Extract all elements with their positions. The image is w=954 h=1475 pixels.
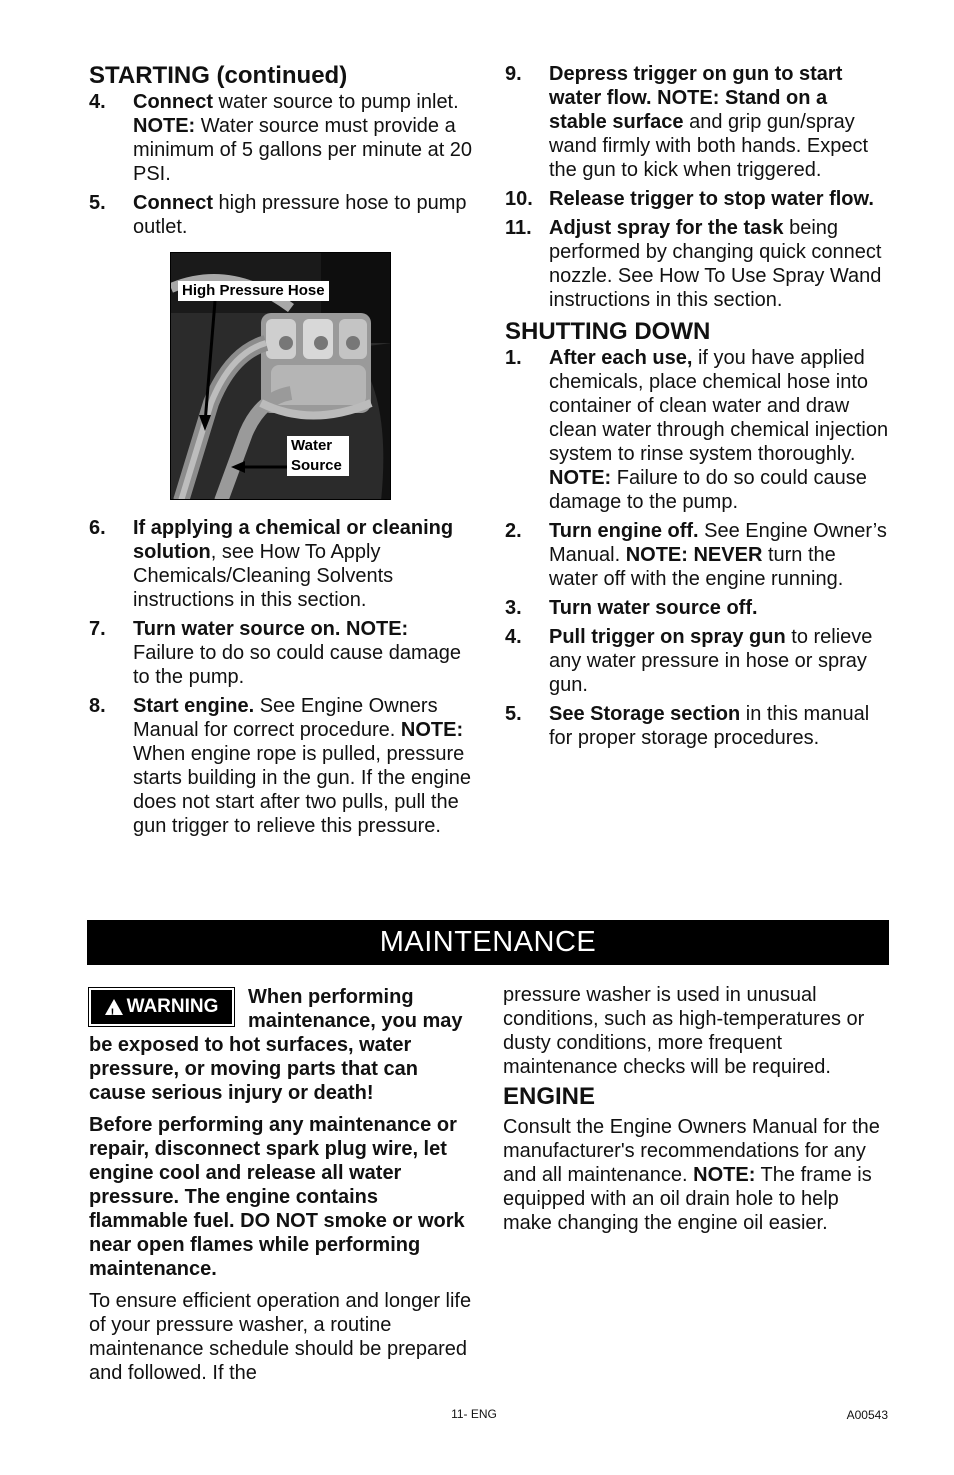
step-item [89, 617, 474, 689]
before-maintenance-paragraph: Before performing any maintenance or repair, disconnect spark plug wire, let engine cool and release all water pressure. The engine contains flammable fuel. DO NOT smoke or work near open flames while performing maintenance. [89, 1114, 465, 1280]
step-item [505, 62, 890, 182]
step-text: to relieve any water pressure in hose or spray gun. [549, 626, 873, 696]
page-number: 11- ENG [451, 1407, 497, 1421]
step-bold-text-2: NOTE: [133, 115, 196, 137]
step-number: 4. [89, 91, 106, 113]
step-text-2: Failure to do so could cause damage to the pump. [549, 467, 867, 513]
step-bold-text: After each use, [549, 347, 693, 369]
figure-label-high-pressure-hose: High Pressure Hose [178, 281, 329, 301]
maintenance-banner: MAINTENANCE [87, 920, 889, 965]
step-item [505, 596, 890, 620]
step-bold-text: Connect [133, 192, 213, 214]
left-column [89, 62, 474, 843]
step-text: high pressure hose to pump outlet. [133, 192, 467, 238]
step-text: water source to pump inlet. [213, 91, 459, 113]
step-number: 7. [89, 618, 106, 640]
step-text: See Engine Owner’s Manual. [549, 520, 887, 566]
step-text: in this manual for proper storage procedures. [549, 703, 870, 749]
step-item [89, 90, 474, 186]
warning-label: WARNING [126, 996, 219, 1017]
step-number: 4. [505, 626, 522, 648]
engine-text: Consult the Engine Owners Manual for the manufacturer's recommendations for any and all maintenance. [503, 1116, 880, 1186]
step-bold-text: Pull trigger on spray gun [549, 626, 786, 648]
engine-paragraph [503, 1115, 888, 1235]
ensure-paragraph-right: pressure washer is used in unusual conditions, such as high-temperatures or dusty conditions, more frequent maintenance checks will be required. [503, 984, 865, 1078]
step-item [89, 191, 474, 239]
step-number: 6. [89, 517, 106, 539]
step-number: 5. [89, 192, 106, 214]
step-item [505, 625, 890, 697]
engine-text-2: The frame is equipped with an oil drain hole to help make changing the engine oil easier. [503, 1164, 872, 1234]
document-code: A00543 [846, 1408, 888, 1422]
maintenance-right-column [503, 983, 888, 1243]
step-text-2: Water source must provide a minimum of 5 gallons per minute at 20 PSI. [133, 115, 473, 185]
warning-badge [89, 988, 234, 1026]
step-number: 5. [505, 703, 522, 725]
step-bold-text: If applying a chemical or cleaning solution [133, 517, 454, 563]
step-number: 3. [505, 597, 522, 619]
step-number: 9. [505, 63, 522, 85]
step-text: if you have applied chemicals, place chemical hose into container of clean water and draw clean water through chemical injection system to rinse system thoroughly. [549, 347, 889, 465]
engine-note-label: NOTE: [693, 1164, 756, 1186]
step-bold-text-2: NOTE: NEVER [625, 544, 763, 566]
step-number: 2. [505, 520, 522, 542]
step-item [505, 519, 890, 591]
step-bold-text: Adjust spray for the task [549, 217, 784, 239]
pump-photo [170, 252, 391, 500]
shutting-down-steps [505, 346, 890, 750]
step-bold-text: Turn water source on. NOTE: [133, 618, 409, 640]
step-item [89, 694, 474, 838]
step-text: and grip gun/spray wand firmly with both hands. Expect the gun to kick when triggered. [549, 111, 869, 181]
section-title-engine: ENGINE [503, 1083, 596, 1110]
step-number: 10. [505, 188, 533, 210]
step-text: , see How To Apply Chemicals/Cleaning Solvents instructions in this section. [133, 541, 394, 611]
step-bold-text: Release trigger to stop water flow. [549, 188, 874, 210]
step-number: 11. [505, 217, 532, 239]
step-bold-text-2: NOTE: [549, 467, 612, 489]
step-item [505, 187, 890, 211]
step-bold-text-2: NOTE: [400, 719, 464, 741]
step-item [505, 702, 890, 750]
step-text-2: When engine rope is pulled, pressure starts building in the gun. If the engine does not start after two pulls, pull the gun trigger to relieve this pressure. [133, 743, 472, 837]
warning-text: When performing maintenance, you may be exposed to hot surfaces, water pressure, or moving parts that can cause serious injury or death! [89, 986, 463, 1104]
starting-steps-c [505, 62, 890, 312]
step-item [89, 516, 474, 612]
starting-steps-a [89, 90, 474, 239]
step-number: 8. [89, 695, 106, 717]
step-number: 1. [505, 347, 522, 369]
step-bold-text: See Storage section [549, 703, 741, 725]
step-text: being performed by changing quick connect nozzle. See How To Use Spray Wand instructions in this section. [549, 217, 882, 311]
section-title-shutting-down: SHUTTING DOWN [505, 318, 711, 345]
maintenance-left-column [89, 985, 474, 1393]
starting-steps-b [89, 516, 474, 838]
ensure-paragraph-left: To ensure efficient operation and longer life of your pressure washer, a routine maintenance schedule should be prepared and followed. If the [89, 1290, 472, 1384]
step-item [505, 346, 890, 514]
step-bold-text: Turn water source off. [549, 597, 758, 619]
step-item [505, 216, 890, 312]
step-text-2: turn the water off with the engine running. [549, 544, 844, 590]
step-bold-text: Turn engine off. [549, 520, 699, 542]
step-text: Failure to do so could cause damage to the pump. [133, 642, 461, 688]
warning-triangle-icon [105, 999, 123, 1015]
step-bold-text: Depress trigger on gun to start water flow. NOTE: Stand on a stable surface [549, 63, 843, 133]
step-bold-text: Start engine. [133, 695, 255, 717]
warning-paragraph [89, 985, 474, 1105]
figure-label-water-source: Water Source [287, 436, 349, 476]
step-text: See Engine Owners Manual for correct procedure. [133, 695, 438, 741]
right-column [505, 62, 890, 755]
step-bold-text: Connect [133, 91, 213, 113]
section-title-starting: STARTING (continued) [89, 62, 348, 89]
